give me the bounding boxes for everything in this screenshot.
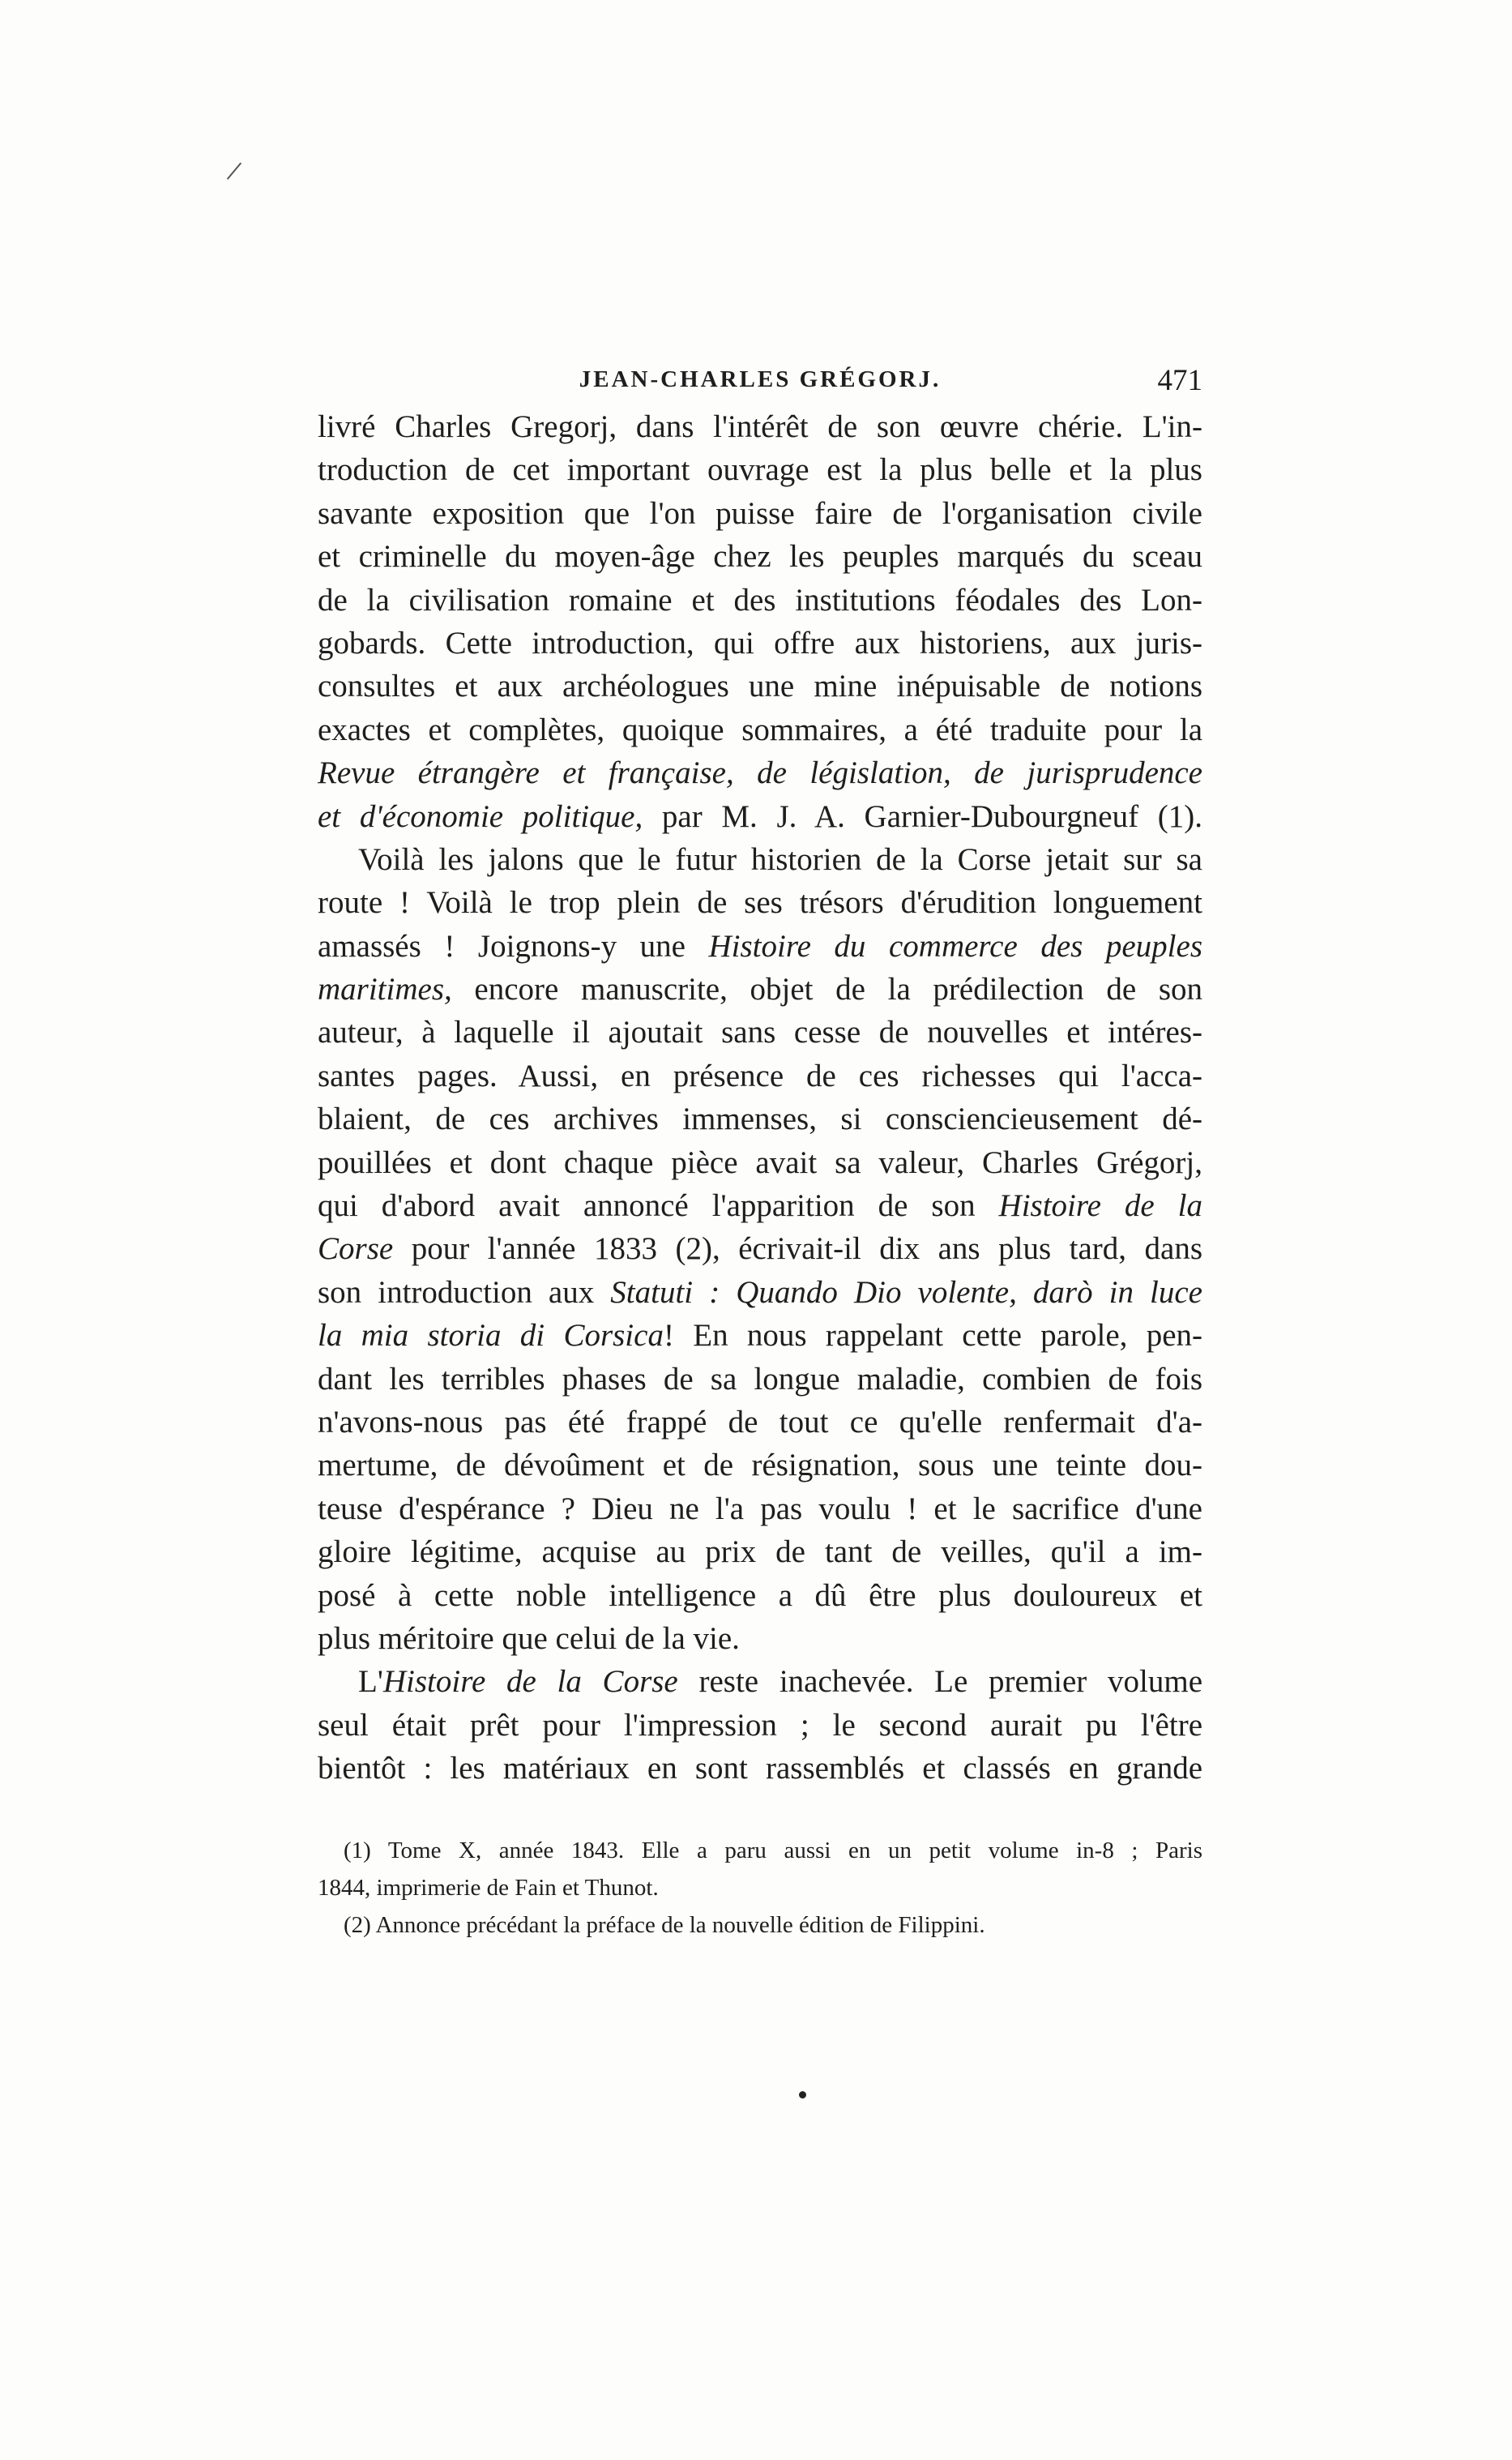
text-segment: n'avons-nous pas été frappé de tout ce qu'elle renfermait d'a- bbox=[318, 1404, 1202, 1440]
text-segment: route ! Voilà le trop plein de ses trésors d'érudition longuement bbox=[318, 885, 1202, 921]
italic-segment: Corse bbox=[318, 1231, 394, 1267]
text-segment: amassés ! Joignons-y une bbox=[318, 928, 709, 964]
text-segment: seul était prêt pour l'impression ; le second aurait pu l'être bbox=[318, 1707, 1202, 1743]
text-segment: gloire légitime, acquise au prix de tant de veilles, qu'il a im- bbox=[318, 1534, 1202, 1570]
italic-segment: Histoire de la Corse bbox=[382, 1664, 678, 1700]
running-head bbox=[318, 363, 1202, 396]
italic-segment: Histoire de la bbox=[998, 1188, 1202, 1224]
text-segment: ! En nous rappelant cette parole, pen- bbox=[663, 1318, 1202, 1354]
text-line bbox=[318, 1617, 1202, 1660]
text-segment: bientôt : les matériaux en sont rassemblés et classés en grande bbox=[318, 1751, 1202, 1786]
text-segment: de la civilisation romaine et des institutions féodales des Lon- bbox=[318, 582, 1202, 618]
text-line bbox=[318, 708, 1202, 751]
text-segment: Voilà les jalons que le futur historien de la Corse jetait sur sa bbox=[358, 841, 1202, 877]
text-line bbox=[318, 1271, 1202, 1314]
text-line bbox=[318, 751, 1202, 794]
text-segment: consultes et aux archéologues une mine inépuisable de notions bbox=[318, 669, 1202, 704]
text-segment: santes pages. Aussi, en présence de ces richesses qui l'acca- bbox=[318, 1058, 1202, 1093]
stray-ink-mark bbox=[227, 162, 241, 179]
text-line bbox=[318, 1530, 1202, 1573]
text-segment: troduction de cet important ouvrage est la plus belle et la plus bbox=[318, 452, 1202, 488]
text-line bbox=[318, 405, 1202, 448]
text-line bbox=[318, 968, 1202, 1011]
body-text bbox=[318, 405, 1202, 1790]
text-line bbox=[318, 1487, 1202, 1530]
footnotes bbox=[318, 1832, 1202, 1944]
page-number: 471 bbox=[1157, 364, 1202, 397]
text-line bbox=[318, 492, 1202, 535]
text-segment: exactes et complètes, quoique sommaires, a été traduite pour la bbox=[318, 712, 1202, 747]
text-line bbox=[318, 1011, 1202, 1054]
text-segment: dant les terribles phases de sa longue maladie, combien de fois bbox=[318, 1361, 1202, 1397]
footnote-line: (1) Tome X, année 1843. Elle a paru aussi en un petit volume in-8 ; Paris bbox=[344, 1838, 1202, 1863]
text-line bbox=[318, 1055, 1202, 1097]
text-segment: reste inachevée. Le premier volume bbox=[677, 1664, 1202, 1700]
text-line bbox=[318, 1747, 1202, 1790]
footnote-line: (2) Annonce précédant la préface de la nouvelle édition de Filippini. bbox=[344, 1912, 985, 1938]
text-segment: son introduction aux bbox=[318, 1274, 611, 1310]
text-segment: qui d'abord avait annoncé l'apparition de son bbox=[318, 1188, 999, 1224]
text-segment: savante exposition que l'on puisse faire de l'organisation civile bbox=[318, 495, 1202, 531]
italic-segment: Statuti : Quando Dio volente, darò in luce bbox=[610, 1274, 1202, 1310]
text-segment: plus méritoire que celui de la vie. bbox=[318, 1620, 740, 1656]
text-line bbox=[318, 925, 1202, 968]
text-line bbox=[318, 795, 1202, 838]
text-line bbox=[318, 838, 1202, 881]
text-segment: teuse d'espérance ? Dieu ne l'a pas voulu ! et le sacrifice d'une bbox=[318, 1491, 1202, 1526]
text-line bbox=[318, 1097, 1202, 1140]
text-line bbox=[318, 1358, 1202, 1401]
ink-dot bbox=[799, 2091, 806, 2098]
italic-segment: Revue étrangère et française, de législation, de jurisprudence bbox=[318, 755, 1202, 791]
text-segment: posé à cette noble intelligence a dû être plus douloureux et bbox=[318, 1577, 1202, 1613]
text-segment: gobards. Cette introduction, qui offre aux historiens, aux juris- bbox=[318, 625, 1202, 661]
text-line bbox=[318, 535, 1202, 578]
italic-segment: et d'économie politique, bbox=[318, 798, 643, 834]
text-line bbox=[318, 1704, 1202, 1747]
footnote-line: 1844, imprimerie de Fain et Thunot. bbox=[318, 1875, 659, 1901]
text-line bbox=[318, 1184, 1202, 1227]
text-segment: auteur, à laquelle il ajoutait sans cesse de nouvelles et intéres- bbox=[318, 1015, 1202, 1050]
text-line bbox=[318, 448, 1202, 491]
text-line bbox=[318, 881, 1202, 924]
italic-segment: Histoire du commerce des peuples bbox=[708, 928, 1202, 964]
text-line bbox=[318, 1660, 1202, 1703]
text-segment: mertume, de dévoûment et de résignation, sous une teinte dou- bbox=[318, 1448, 1202, 1483]
text-line bbox=[318, 1227, 1202, 1270]
text-line bbox=[318, 1574, 1202, 1617]
text-segment: et criminelle du moyen-âge chez les peuples marqués du sceau bbox=[318, 539, 1202, 575]
text-segment: par M. J. A. Garnier-Dubourgneuf (1). bbox=[643, 798, 1203, 834]
text-line bbox=[318, 1314, 1202, 1357]
text-line bbox=[318, 1401, 1202, 1444]
text-line bbox=[318, 1444, 1202, 1487]
text-line bbox=[318, 579, 1202, 622]
running-title: JEAN-CHARLES GRÉGORJ. bbox=[579, 366, 942, 392]
text-segment: encore manuscrite, objet de la prédilection de son bbox=[451, 972, 1202, 1008]
text-line bbox=[318, 622, 1202, 665]
text-segment: pouillées et dont chaque pièce avait sa valeur, Charles Grégorj, bbox=[318, 1144, 1202, 1180]
text-segment: pour l'année 1833 (2), écrivait-il dix ans plus tard, dans bbox=[393, 1231, 1202, 1267]
text-segment: blaient, de ces archives immenses, si consciencieusement dé- bbox=[318, 1102, 1202, 1137]
text-line bbox=[318, 1141, 1202, 1184]
text-segment: L' bbox=[358, 1664, 383, 1700]
italic-segment: la mia storia di Corsica bbox=[318, 1318, 664, 1354]
text-segment: livré Charles Gregorj, dans l'intérêt de son œuvre chérie. L'in- bbox=[318, 409, 1202, 444]
text-line bbox=[318, 665, 1202, 708]
italic-segment: maritimes, bbox=[318, 972, 452, 1008]
